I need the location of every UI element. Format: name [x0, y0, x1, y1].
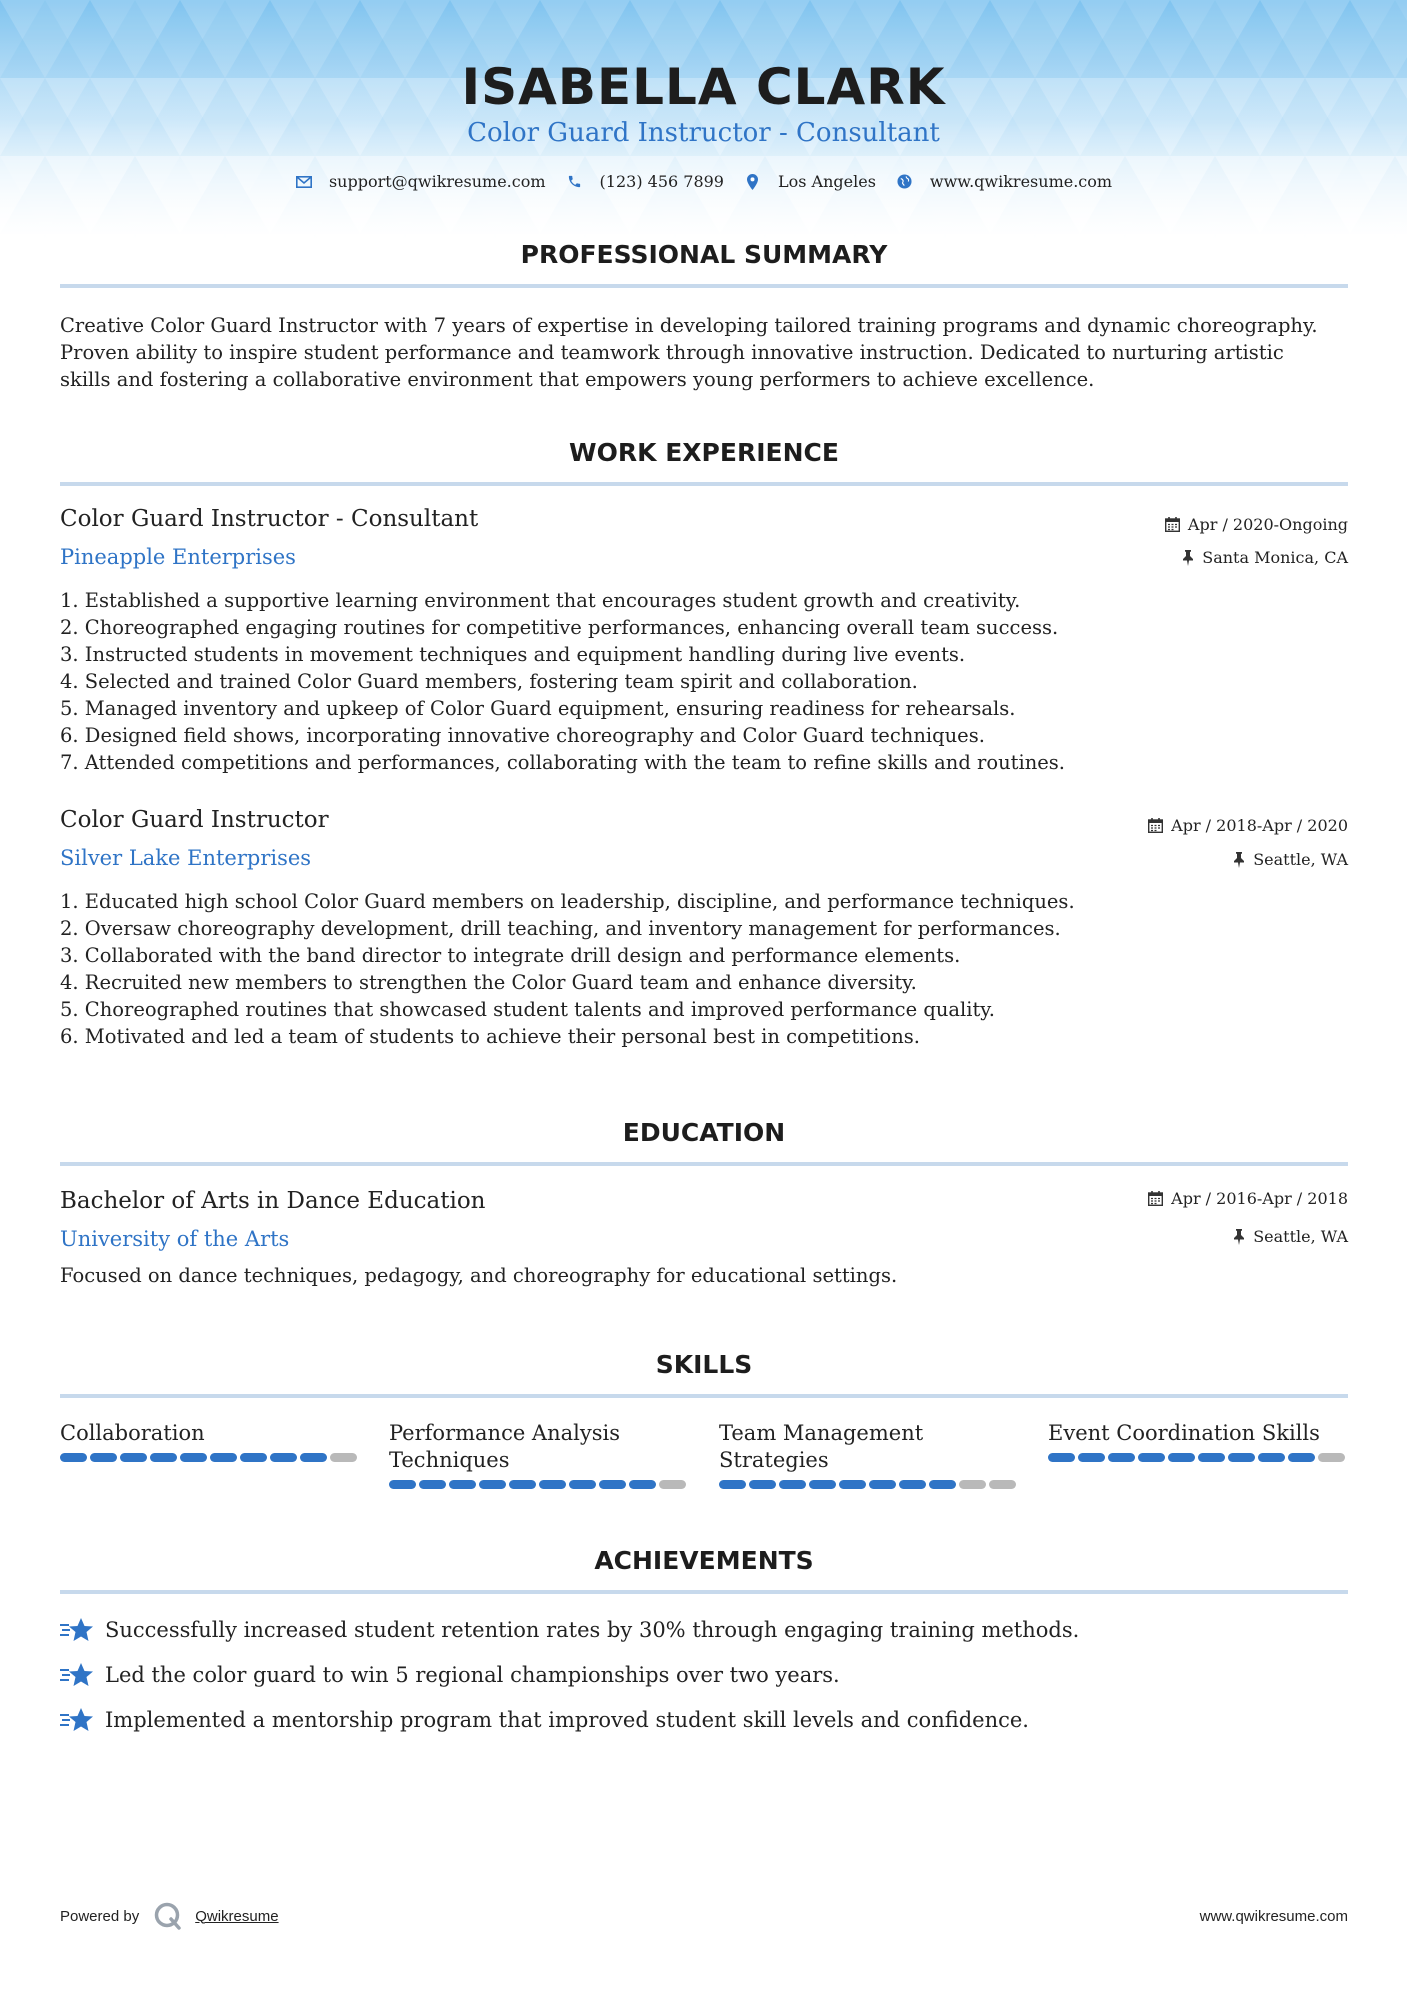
skill-segment-filled	[839, 1480, 866, 1489]
skill-level-bar	[389, 1480, 689, 1489]
skill-segment-empty	[659, 1480, 686, 1489]
achievements-divider	[60, 1590, 1348, 1594]
skill-segment-filled	[629, 1480, 656, 1489]
contact-location-text: Los Angeles	[777, 172, 876, 191]
envelope-icon	[295, 173, 313, 191]
skill-label: Performance Analysis Techniques	[389, 1421, 620, 1472]
achievement-item	[60, 1616, 1079, 1644]
skill-segment-empty	[989, 1480, 1016, 1489]
map-pin-icon	[744, 173, 762, 191]
list-item: 1. Educated high school Color Guard members on leadership, discipline, and performance techniques.	[60, 890, 1075, 913]
resume-header	[0, 0, 1407, 240]
skill-segment-empty	[1318, 1453, 1345, 1462]
list-item: 7. Attended competitions and performances, collaborating with the team to refine skills and routines.	[60, 751, 1066, 774]
job-location	[1182, 548, 1348, 567]
calendar-icon	[1148, 818, 1163, 833]
contact-phone[interactable]	[566, 172, 724, 191]
skill-level-bar	[719, 1480, 1019, 1489]
job-title: Color Guard Instructor - Consultant	[60, 506, 479, 532]
list-item: 3. Instructed students in movement techniques and equipment handling during live events.	[60, 643, 966, 666]
calendar-icon	[1165, 517, 1180, 532]
contact-website-text: www.qwikresume.com	[929, 172, 1113, 191]
skill-item	[719, 1420, 1019, 1489]
summary-text	[60, 312, 1360, 393]
job-date	[1148, 816, 1348, 835]
skill-item	[1048, 1420, 1348, 1462]
contact-phone-text: (123) 456 7899	[599, 172, 724, 191]
pushpin-icon	[1182, 550, 1194, 566]
education-description: Focused on dance techniques, pedagogy, and choreography for educational settings.	[60, 1264, 898, 1287]
skill-segment-filled	[599, 1480, 626, 1489]
footer	[60, 1898, 1348, 1934]
job-date-text: Apr / 2018-Apr / 2020	[1171, 816, 1348, 835]
experience-heading: WORK EXPERIENCE	[569, 438, 839, 467]
skill-segment-filled	[779, 1480, 806, 1489]
skill-segment-filled	[1138, 1453, 1165, 1462]
contact-email[interactable]	[295, 172, 546, 191]
skills-divider	[60, 1394, 1348, 1398]
skill-segment-filled	[300, 1453, 327, 1462]
skill-segment-filled	[449, 1480, 476, 1489]
skill-segment-filled	[210, 1453, 237, 1462]
qwikresume-logo-icon	[153, 1901, 183, 1931]
qwikresume-link[interactable]: Qwikresume	[195, 1907, 279, 1925]
list-item: 3. Collaborated with the band director to integrate drill design and performance elements.	[60, 944, 961, 967]
skill-level-bar	[60, 1453, 360, 1462]
skill-level-bar	[1048, 1453, 1348, 1462]
list-item: 4. Selected and trained Color Guard members, fostering team spirit and collaboration.	[60, 670, 918, 693]
summary-line: skills and fostering a collaborative environment that empowers young performers to achieve excellence.	[60, 368, 1095, 391]
footer-website-link[interactable]: www.qwikresume.com	[1199, 1907, 1348, 1925]
skill-segment-filled	[1198, 1453, 1225, 1462]
contact-location	[744, 172, 876, 191]
experience-divider	[60, 482, 1348, 486]
skill-label: Team Management Strategies	[719, 1421, 924, 1472]
skill-segment-filled	[270, 1453, 297, 1462]
achievement-text: Led the color guard to win 5 regional championships over two years.	[105, 1663, 840, 1687]
skill-segment-filled	[240, 1453, 267, 1462]
degree-title: Bachelor of Arts in Dance Education	[60, 1188, 486, 1214]
summary-divider	[60, 284, 1348, 288]
job-title: Color Guard Instructor	[60, 807, 329, 833]
skill-segment-filled	[419, 1480, 446, 1489]
powered-by-label: Powered by	[60, 1907, 140, 1925]
skill-segment-empty	[330, 1453, 357, 1462]
skill-segment-filled	[869, 1480, 896, 1489]
skill-segment-filled	[1078, 1453, 1105, 1462]
job-location-text: Seattle, WA	[1253, 850, 1348, 869]
candidate-title: Color Guard Instructor - Consultant	[467, 118, 940, 148]
list-item: 5. Choreographed routines that showcased student talents and improved performance quality.	[60, 998, 995, 1021]
job-date-text: Apr / 2020-Ongoing	[1187, 515, 1348, 534]
job-location-text: Santa Monica, CA	[1202, 548, 1348, 567]
contact-email-text: support@qwikresume.com	[328, 172, 546, 191]
skill-segment-filled	[749, 1480, 776, 1489]
skill-item	[60, 1420, 360, 1462]
skill-segment-filled	[539, 1480, 566, 1489]
achievements-heading: ACHIEVEMENTS	[594, 1546, 814, 1575]
pushpin-icon	[1233, 852, 1245, 868]
achievement-text: Implemented a mentorship program that improved student skill levels and confidence.	[105, 1708, 1029, 1732]
skill-label: Event Coordination Skills	[1048, 1421, 1320, 1445]
skills-heading: SKILLS	[655, 1350, 753, 1379]
skill-segment-filled	[1108, 1453, 1135, 1462]
job-location	[1233, 850, 1348, 869]
pushpin-icon	[1233, 1229, 1245, 1245]
skill-segment-filled	[90, 1453, 117, 1462]
job-responsibilities	[60, 587, 1310, 776]
summary-line: Creative Color Guard Instructor with 7 years of expertise in developing tailored training programs and dynamic choreography.	[60, 314, 1318, 337]
star-icon	[60, 1661, 93, 1689]
achievement-text: Successfully increased student retention rates by 30% through engaging training methods.	[105, 1618, 1080, 1642]
summary-line: Proven ability to inspire student performance and teamwork through innovative instruction. Dedicated to nurturing artistic	[60, 341, 1284, 364]
skill-segment-filled	[569, 1480, 596, 1489]
star-icon	[60, 1616, 93, 1644]
skill-segment-filled	[719, 1480, 746, 1489]
summary-heading: PROFESSIONAL SUMMARY	[520, 240, 888, 269]
school-name: University of the Arts	[60, 1227, 290, 1251]
skill-segment-filled	[1048, 1453, 1075, 1462]
list-item: 1. Established a supportive learning environment that encourages student growth and creativity.	[60, 589, 1021, 612]
skill-segment-empty	[959, 1480, 986, 1489]
list-item: 2. Choreographed engaging routines for competitive performances, enhancing overall team success.	[60, 616, 1059, 639]
skill-segment-filled	[389, 1480, 416, 1489]
skill-segment-filled	[809, 1480, 836, 1489]
skill-item	[389, 1420, 689, 1489]
skill-segment-filled	[1168, 1453, 1195, 1462]
education-date-text: Apr / 2016-Apr / 2018	[1171, 1189, 1348, 1208]
list-item: 2. Oversaw choreography development, drill teaching, and inventory management for performances.	[60, 917, 1061, 940]
list-item: 6. Motivated and led a team of students to achieve their personal best in competitions.	[60, 1025, 920, 1048]
job-responsibilities	[60, 888, 1310, 1050]
skill-segment-filled	[150, 1453, 177, 1462]
education-divider	[60, 1162, 1348, 1166]
education-location	[1233, 1227, 1348, 1246]
list-item: 5. Managed inventory and upkeep of Color Guard equipment, ensuring readiness for rehearsals.	[60, 697, 1016, 720]
achievement-item	[60, 1661, 840, 1689]
education-date	[1148, 1189, 1348, 1208]
skill-label: Collaboration	[60, 1421, 205, 1445]
star-icon	[60, 1706, 93, 1734]
contact-website[interactable]	[896, 172, 1112, 191]
skill-segment-filled	[479, 1480, 506, 1489]
skill-segment-filled	[1288, 1453, 1315, 1462]
contact-bar	[0, 172, 1407, 191]
list-item: 6. Designed field shows, incorporating innovative choreography and Color Guard techniques.	[60, 724, 985, 747]
calendar-icon	[1148, 1191, 1163, 1206]
skill-segment-filled	[1258, 1453, 1285, 1462]
skill-segment-filled	[1228, 1453, 1255, 1462]
achievement-item	[60, 1706, 1029, 1734]
skill-segment-filled	[929, 1480, 956, 1489]
skill-segment-filled	[180, 1453, 207, 1462]
phone-icon	[566, 173, 584, 191]
education-location-text: Seattle, WA	[1253, 1227, 1348, 1246]
skill-segment-filled	[899, 1480, 926, 1489]
skill-segment-filled	[120, 1453, 147, 1462]
globe-icon	[896, 173, 914, 191]
job-date	[1165, 515, 1348, 534]
job-company: Pineapple Enterprises	[60, 545, 296, 569]
job-company: Silver Lake Enterprises	[60, 846, 312, 870]
candidate-name: ISABELLA CLARK	[461, 58, 946, 116]
list-item: 4. Recruited new members to strengthen the Color Guard team and enhance diversity.	[60, 971, 917, 994]
skill-segment-filled	[60, 1453, 87, 1462]
skill-segment-filled	[509, 1480, 536, 1489]
education-heading: EDUCATION	[622, 1118, 786, 1147]
